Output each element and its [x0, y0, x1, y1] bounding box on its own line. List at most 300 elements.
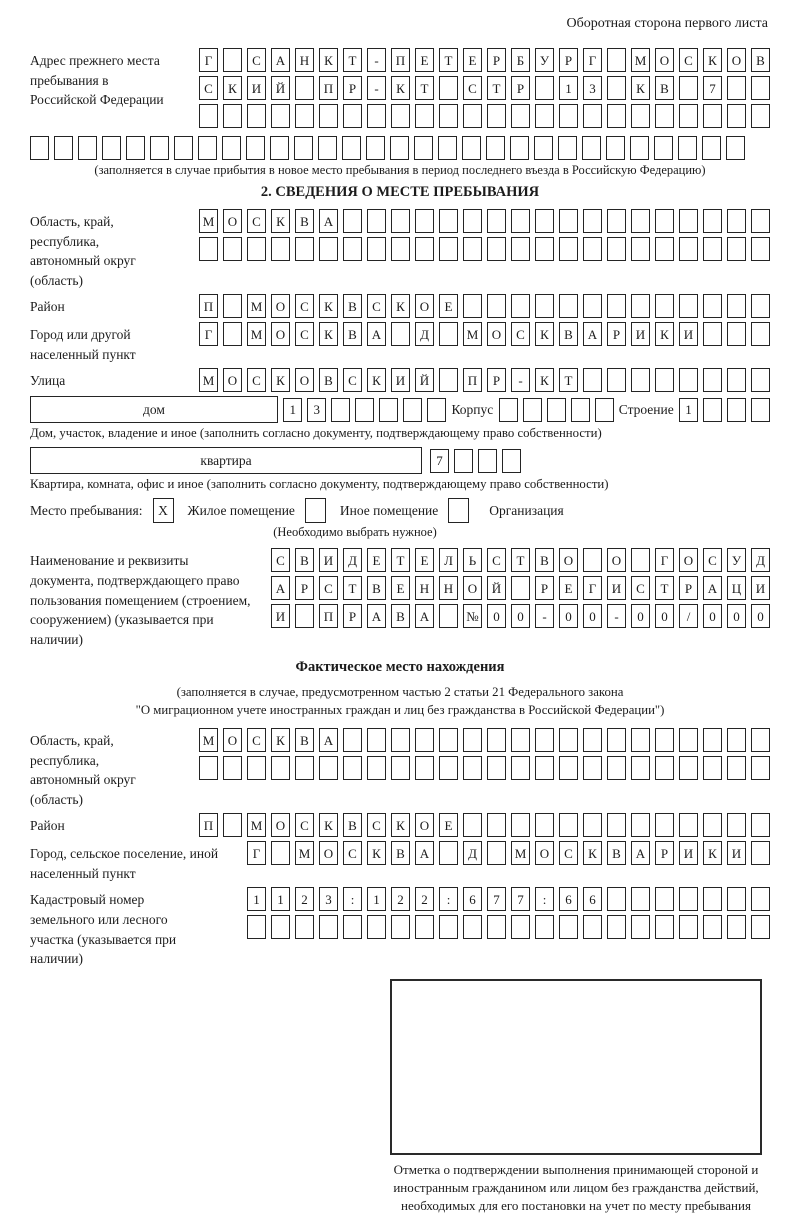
- actual-region-block: [30, 728, 770, 809]
- char-box: [703, 104, 722, 128]
- char-box: [271, 237, 290, 261]
- section2-title: 2. СВЕДЕНИЯ О МЕСТЕ ПРЕБЫВАНИЯ: [260, 184, 540, 200]
- char-box: А: [271, 48, 290, 72]
- char-box: В: [559, 322, 578, 346]
- char-box: [559, 104, 578, 128]
- document-block: [30, 548, 770, 649]
- char-box: Е: [367, 548, 386, 572]
- char-box: [751, 887, 770, 911]
- char-box: [727, 756, 746, 780]
- char-box: П: [391, 48, 410, 72]
- char-box: [367, 237, 386, 261]
- apartment-row: [30, 447, 770, 474]
- char-box: [366, 136, 385, 160]
- char-box: [247, 237, 266, 261]
- char-boxes-row: [199, 728, 770, 752]
- char-box: В: [343, 813, 362, 837]
- char-box: И: [679, 322, 698, 346]
- char-box: К: [583, 841, 602, 865]
- char-box: [655, 209, 674, 233]
- char-box: [174, 136, 193, 160]
- actual-city-row: [30, 841, 770, 883]
- char-box: О: [415, 813, 434, 837]
- char-box: К: [271, 368, 290, 392]
- char-box: Е: [463, 48, 482, 72]
- char-box: [391, 237, 410, 261]
- char-box: С: [295, 322, 314, 346]
- actual-location-title: Фактическое место нахождения: [295, 659, 505, 676]
- char-box: С: [463, 76, 482, 100]
- char-box: [535, 104, 554, 128]
- char-box: А: [367, 322, 386, 346]
- char-box: [390, 136, 409, 160]
- char-box: [727, 728, 746, 752]
- char-box: [727, 294, 746, 318]
- char-box: [559, 915, 578, 939]
- char-box: О: [679, 548, 698, 572]
- char-box: [463, 209, 482, 233]
- char-box: И: [319, 548, 338, 572]
- char-box: [631, 887, 650, 911]
- char-box: К: [223, 76, 242, 100]
- char-box: Р: [487, 48, 506, 72]
- char-box: О: [271, 294, 290, 318]
- char-box: [630, 136, 649, 160]
- char-box: К: [703, 48, 722, 72]
- char-box: [295, 76, 314, 100]
- house-note: Дом, участок, владение и иное (заполнить согласно документу, подтверждающему право собственности): [30, 426, 602, 441]
- char-box: [751, 398, 770, 422]
- char-box: [415, 209, 434, 233]
- char-box: [583, 813, 602, 837]
- char-box: [223, 48, 242, 72]
- char-box: 0: [559, 604, 578, 628]
- document-label: Наименование и реквизиты документа, подтверждающего право пользования помещением (строением, сооружением) (указывается при наличии): [30, 553, 251, 647]
- char-box: [727, 322, 746, 346]
- char-box: Д: [343, 548, 362, 572]
- char-box: И: [247, 76, 266, 100]
- char-box: [535, 813, 554, 837]
- char-box: [499, 398, 518, 422]
- char-box: [487, 209, 506, 233]
- street-label: Улица: [30, 373, 66, 389]
- char-box: А: [271, 576, 290, 600]
- char-box: [367, 915, 386, 939]
- prev-address-rows: [199, 48, 770, 132]
- char-box: /: [679, 604, 698, 628]
- char-box: [222, 136, 241, 160]
- char-box: [355, 398, 374, 422]
- char-box: Ц: [727, 576, 746, 600]
- char-box: [583, 294, 602, 318]
- char-box: [487, 237, 506, 261]
- char-box: [607, 76, 626, 100]
- char-box: П: [319, 604, 338, 628]
- stay-type-row: [30, 498, 770, 523]
- char-box: [703, 813, 722, 837]
- char-box: [655, 104, 674, 128]
- char-box: К: [319, 294, 338, 318]
- char-box: Т: [391, 548, 410, 572]
- char-box: [463, 756, 482, 780]
- char-box: Р: [655, 841, 674, 865]
- char-box: [463, 294, 482, 318]
- char-box: [655, 915, 674, 939]
- char-box: [439, 209, 458, 233]
- district-label: Район: [30, 299, 65, 315]
- char-box: [679, 209, 698, 233]
- char-box: [751, 841, 770, 865]
- char-box: [463, 728, 482, 752]
- char-box: 0: [511, 604, 530, 628]
- char-box: [342, 136, 361, 160]
- char-box: О: [559, 548, 578, 572]
- char-box: С: [679, 48, 698, 72]
- char-box: С: [343, 841, 362, 865]
- char-box: 2: [295, 887, 314, 911]
- char-box: [607, 104, 626, 128]
- char-box: [439, 368, 458, 392]
- char-box: К: [631, 76, 650, 100]
- char-box: [271, 104, 290, 128]
- char-box: [559, 209, 578, 233]
- char-box: [487, 756, 506, 780]
- char-box: В: [343, 322, 362, 346]
- stamp-caption: Отметка о подтверждении выполнения принимающей стороной и иностранным гражданином или лицом без гражданства действий, необходимых для его постановки на учет по месту пребывания: [393, 1161, 759, 1213]
- char-boxes-row: [199, 756, 770, 780]
- char-box: [727, 76, 746, 100]
- char-box: К: [535, 368, 554, 392]
- document-rows: [271, 548, 770, 632]
- region-rows: [199, 209, 770, 265]
- char-box: Т: [487, 76, 506, 100]
- char-box: С: [247, 209, 266, 233]
- char-box: Б: [511, 48, 530, 72]
- char-box: 0: [727, 604, 746, 628]
- region-block: [30, 209, 770, 290]
- char-box: Т: [655, 576, 674, 600]
- char-box: [607, 887, 626, 911]
- char-box: П: [319, 76, 338, 100]
- char-box: [679, 915, 698, 939]
- char-box: [571, 398, 590, 422]
- char-box: [427, 398, 446, 422]
- char-box: [535, 915, 554, 939]
- char-box: П: [199, 813, 218, 837]
- char-box: [30, 136, 49, 160]
- back-side-note: Оборотная сторона первого листа: [566, 16, 768, 31]
- actual-district-row: [30, 813, 770, 837]
- char-box: О: [271, 813, 290, 837]
- char-box: Д: [751, 548, 770, 572]
- cadastral-label: Кадастровый номер земельного или лесного участка (указывается при наличии): [30, 892, 177, 967]
- char-box: М: [247, 813, 266, 837]
- char-box: М: [199, 368, 218, 392]
- char-box: П: [463, 368, 482, 392]
- char-box: О: [535, 841, 554, 865]
- char-box: [727, 237, 746, 261]
- char-box: [487, 294, 506, 318]
- char-box: [78, 136, 97, 160]
- char-box: Д: [415, 322, 434, 346]
- char-box: [535, 294, 554, 318]
- stroenie-label: Строение: [618, 401, 674, 417]
- char-box: №: [463, 604, 482, 628]
- char-box: [679, 756, 698, 780]
- char-box: [511, 294, 530, 318]
- char-box: И: [679, 841, 698, 865]
- apartment-label-box: квартира: [30, 447, 422, 474]
- char-box: [558, 136, 577, 160]
- char-box: Г: [583, 48, 602, 72]
- char-box: [439, 756, 458, 780]
- char-box: [511, 576, 530, 600]
- char-box: [199, 756, 218, 780]
- char-box: 6: [559, 887, 578, 911]
- region-label: Область, край, республика, автономный округ (область): [30, 214, 136, 288]
- char-box: 3: [319, 887, 338, 911]
- char-box: [487, 728, 506, 752]
- char-box: В: [391, 604, 410, 628]
- char-box: [223, 104, 242, 128]
- char-box: [583, 728, 602, 752]
- char-box: Р: [487, 368, 506, 392]
- char-box: Т: [343, 48, 362, 72]
- char-box: К: [271, 209, 290, 233]
- char-box: Т: [559, 368, 578, 392]
- char-box: [678, 136, 697, 160]
- char-box: Т: [511, 548, 530, 572]
- char-box: [751, 368, 770, 392]
- apartment-note: Квартира, комната, офис и иное (заполнить согласно документу, подтверждающему право собственности): [30, 477, 609, 492]
- char-box: В: [751, 48, 770, 72]
- char-box: [511, 209, 530, 233]
- char-box: К: [391, 76, 410, 100]
- stroenie-boxes: [679, 398, 770, 422]
- char-box: А: [415, 841, 434, 865]
- char-box: С: [487, 548, 506, 572]
- char-box: -: [535, 604, 554, 628]
- char-box: -: [511, 368, 530, 392]
- char-box: В: [391, 841, 410, 865]
- char-box: 1: [367, 887, 386, 911]
- char-boxes-row: [199, 813, 770, 837]
- actual-district-label: Район: [30, 818, 65, 834]
- stay-option-residential-checkbox: X: [153, 498, 174, 523]
- char-box: [150, 136, 169, 160]
- char-box: [367, 728, 386, 752]
- char-box: [727, 104, 746, 128]
- apartment-boxes: [430, 449, 521, 473]
- char-box: О: [223, 728, 242, 752]
- char-box: [559, 294, 578, 318]
- char-box: [535, 237, 554, 261]
- char-box: О: [607, 548, 626, 572]
- char-boxes-row: [199, 48, 770, 72]
- char-box: Р: [343, 604, 362, 628]
- char-box: М: [295, 841, 314, 865]
- char-box: В: [535, 548, 554, 572]
- char-box: [583, 209, 602, 233]
- char-box: Г: [583, 576, 602, 600]
- char-box: В: [295, 548, 314, 572]
- char-box: Р: [559, 48, 578, 72]
- char-box: [502, 449, 521, 473]
- actual-city-label: Город, сельское поселение, иной населенный пункт: [30, 846, 219, 881]
- char-box: [439, 728, 458, 752]
- char-box: Р: [535, 576, 554, 600]
- char-box: [439, 76, 458, 100]
- char-boxes-row: [199, 322, 770, 346]
- char-box: [331, 398, 350, 422]
- char-box: [511, 104, 530, 128]
- char-box: С: [247, 728, 266, 752]
- char-box: [511, 728, 530, 752]
- char-box: [198, 136, 217, 160]
- char-box: С: [247, 48, 266, 72]
- char-box: [271, 841, 290, 865]
- char-box: :: [343, 887, 362, 911]
- char-boxes-row: [199, 368, 770, 392]
- char-box: [439, 915, 458, 939]
- char-box: 0: [655, 604, 674, 628]
- char-box: [631, 548, 650, 572]
- char-box: И: [751, 576, 770, 600]
- char-box: [403, 398, 422, 422]
- char-box: О: [319, 841, 338, 865]
- char-box: [511, 915, 530, 939]
- char-box: В: [607, 841, 626, 865]
- char-box: [415, 237, 434, 261]
- char-box: 6: [583, 887, 602, 911]
- char-box: [535, 209, 554, 233]
- char-box: [751, 322, 770, 346]
- char-box: Н: [439, 576, 458, 600]
- char-box: [343, 728, 362, 752]
- char-box: [607, 728, 626, 752]
- char-box: С: [703, 548, 722, 572]
- cadastral-rows: [247, 887, 770, 943]
- house-number-boxes: [283, 398, 446, 422]
- char-box: С: [199, 76, 218, 100]
- char-box: [703, 209, 722, 233]
- char-box: А: [583, 322, 602, 346]
- char-box: 1: [679, 398, 698, 422]
- char-box: [703, 887, 722, 911]
- char-box: [415, 728, 434, 752]
- char-box: [547, 398, 566, 422]
- char-box: [391, 728, 410, 752]
- char-box: [631, 237, 650, 261]
- prev-address-note: (заполняется в случае прибытия в новое место пребывания в период последнего въезда в Российскую Федерацию): [94, 163, 706, 177]
- char-box: 0: [703, 604, 722, 628]
- char-box: [631, 728, 650, 752]
- char-boxes-row: [271, 576, 770, 600]
- char-box: [595, 398, 614, 422]
- char-box: [343, 915, 362, 939]
- char-box: [535, 728, 554, 752]
- char-box: [751, 209, 770, 233]
- prev-address-label: Адрес прежнего места пребывания в Российской Федерации: [30, 53, 164, 108]
- char-box: О: [415, 294, 434, 318]
- char-box: И: [607, 576, 626, 600]
- char-box: [631, 756, 650, 780]
- char-box: К: [319, 48, 338, 72]
- char-box: С: [295, 294, 314, 318]
- char-box: [247, 756, 266, 780]
- char-box: [199, 104, 218, 128]
- char-box: И: [271, 604, 290, 628]
- char-box: И: [391, 368, 410, 392]
- char-box: Р: [295, 576, 314, 600]
- char-box: [559, 728, 578, 752]
- char-box: [535, 756, 554, 780]
- char-box: К: [319, 322, 338, 346]
- char-box: [727, 368, 746, 392]
- char-box: [583, 368, 602, 392]
- char-box: [751, 915, 770, 939]
- char-box: [726, 136, 745, 160]
- district-row: [30, 294, 770, 318]
- char-box: [727, 813, 746, 837]
- char-box: [319, 915, 338, 939]
- char-box: 2: [415, 887, 434, 911]
- char-box: [703, 294, 722, 318]
- char-box: [223, 756, 242, 780]
- char-box: М: [463, 322, 482, 346]
- char-box: Й: [415, 368, 434, 392]
- char-box: А: [415, 604, 434, 628]
- char-box: [295, 604, 314, 628]
- char-box: [655, 887, 674, 911]
- char-box: [511, 813, 530, 837]
- actual-region-rows: [199, 728, 770, 784]
- char-box: К: [703, 841, 722, 865]
- char-boxes-row: [271, 604, 770, 628]
- char-box: [367, 756, 386, 780]
- char-box: К: [367, 841, 386, 865]
- char-boxes-row: [247, 915, 770, 939]
- char-box: [751, 294, 770, 318]
- char-box: К: [391, 813, 410, 837]
- char-box: [487, 841, 506, 865]
- char-box: 0: [631, 604, 650, 628]
- char-box: Й: [487, 576, 506, 600]
- char-boxes-row: [199, 209, 770, 233]
- char-box: [607, 915, 626, 939]
- char-box: С: [367, 294, 386, 318]
- char-box: [703, 237, 722, 261]
- char-box: [463, 915, 482, 939]
- char-box: [751, 813, 770, 837]
- char-box: [559, 813, 578, 837]
- char-box: М: [247, 322, 266, 346]
- char-box: К: [655, 322, 674, 346]
- char-box: [247, 915, 266, 939]
- char-box: [463, 237, 482, 261]
- char-box: [703, 398, 722, 422]
- char-boxes-row: [199, 76, 770, 100]
- char-box: Р: [679, 576, 698, 600]
- char-box: [751, 237, 770, 261]
- char-box: [223, 322, 242, 346]
- char-box: А: [367, 604, 386, 628]
- char-box: Т: [343, 576, 362, 600]
- char-box: [607, 48, 626, 72]
- char-box: [199, 237, 218, 261]
- char-box: [631, 368, 650, 392]
- char-box: [606, 136, 625, 160]
